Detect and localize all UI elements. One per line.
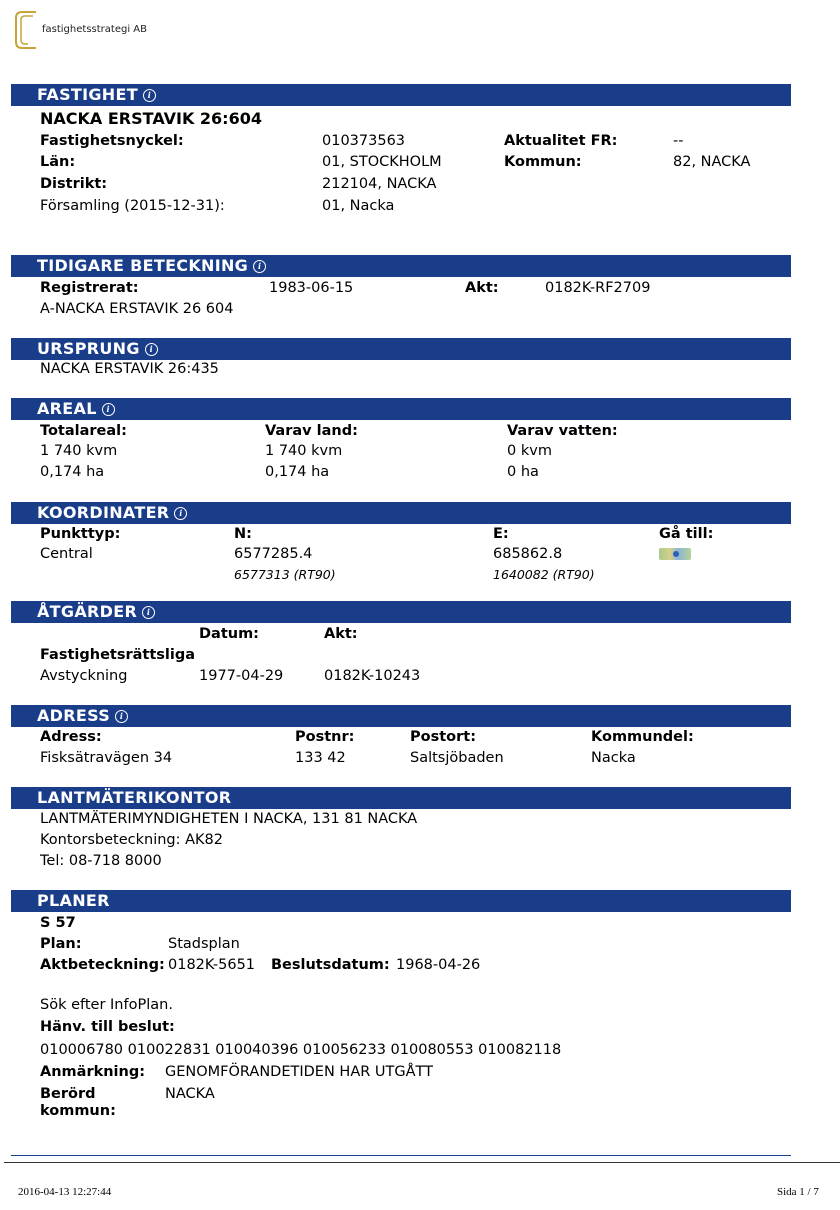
info-icon[interactable]: i (115, 710, 128, 723)
label-anmarkning: Anmärkning: (40, 1064, 146, 1080)
value-adress: Fisksätravägen 34 (40, 750, 173, 766)
label-postort: Postort: (410, 729, 476, 745)
plan-id: S 57 (40, 915, 76, 931)
section-title: ADRESS (37, 706, 111, 725)
value-hanv-till-beslut: 010006780 010022831 010040396 010056233 010080553 010082118 (40, 1042, 562, 1058)
value-fastighetsnyckel: 010373563 (322, 133, 406, 149)
office-code: Kontorsbeteckning: AK82 (40, 832, 224, 848)
label-totalareal: Totalareal: (40, 423, 127, 439)
label-aktualitet: Aktualitet FR: (504, 133, 618, 149)
value-land-kvm: 1 740 kvm (265, 443, 343, 459)
label-distrikt: Distrikt: (40, 176, 108, 192)
info-icon[interactable]: i (253, 260, 266, 273)
value-n: 6577285.4 (234, 546, 313, 562)
label-n: N: (234, 526, 252, 542)
label-berord-kommun-line1: Berörd (40, 1086, 96, 1102)
infoplan-link[interactable]: Sök efter InfoPlan. (40, 997, 173, 1013)
value-n-rt90: 6577313 (RT90) (234, 567, 336, 582)
value-e: 685862.8 (493, 546, 563, 562)
value-akt: 0182K-RF2709 (545, 280, 651, 296)
section-header-tidigare-beteckning (11, 255, 791, 277)
value-land-ha: 0,174 ha (265, 464, 330, 480)
property-name: NACKA ERSTAVIK 26:604 (40, 109, 262, 128)
label-forsamling: Församling (2015-12-31): (40, 198, 225, 214)
logo-text: fastighetsstrategi AB (42, 24, 147, 35)
footer-timestamp: 2016-04-13 12:27:44 (18, 1186, 112, 1198)
label-varav-vatten: Varav vatten: (507, 423, 618, 439)
map-icon[interactable] (659, 548, 691, 560)
value-vatten-ha: 0 ha (507, 464, 539, 480)
ursprung-value: NACKA ERSTAVIK 26:435 (40, 361, 219, 377)
value-vatten-kvm: 0 kvm (507, 443, 552, 459)
label-plan: Plan: (40, 936, 82, 952)
label-akt: Akt: (324, 626, 358, 642)
atgard-datum: 1977-04-29 (199, 668, 284, 684)
value-distrikt: 212104, NACKA (322, 176, 437, 192)
value-aktbeteckning: 0182K-5651 (168, 957, 256, 973)
label-kommundel: Kommundel: (591, 729, 694, 745)
info-icon[interactable]: i (145, 343, 158, 356)
info-icon[interactable]: i (142, 606, 155, 619)
value-beslutsdatum: 1968-04-26 (396, 957, 481, 973)
atgard-type: Avstyckning (40, 668, 128, 684)
section-header-lantmaterikontor (11, 787, 791, 809)
section-header-ursprung (11, 338, 791, 360)
value-postort: Saltsjöbaden (410, 750, 504, 766)
value-plan: Stadsplan (168, 936, 240, 952)
value-lan: 01, STOCKHOLM (322, 154, 442, 170)
section-header-atgarder (11, 601, 791, 623)
section-header-fastighet (11, 84, 791, 106)
section-header-areal (11, 398, 791, 420)
value-kommun: 82, NACKA (673, 154, 751, 170)
label-fastighetsnyckel: Fastighetsnyckel: (40, 133, 184, 149)
group-fastighetsrattsliga: Fastighetsrättsliga (40, 647, 196, 663)
office-phone: Tel: 08-718 8000 (40, 853, 162, 869)
label-lan: Län: (40, 154, 76, 170)
section-title: TIDIGARE BETECKNING (37, 256, 249, 275)
info-icon[interactable]: i (174, 507, 187, 520)
label-registrerat: Registrerat: (40, 280, 139, 296)
label-beslutsdatum: Beslutsdatum: (271, 957, 390, 973)
label-postnr: Postnr: (295, 729, 355, 745)
value-totalareal-ha: 0,174 ha (40, 464, 105, 480)
section-title: FASTIGHET (37, 85, 138, 104)
label-akt: Akt: (465, 280, 499, 296)
office-name: LANTMÄTERIMYNDIGHETEN I NACKA, 131 81 NACKA (40, 811, 418, 827)
logo-mark-icon (12, 8, 40, 52)
value-aktualitet: -- (673, 133, 684, 149)
section-title: ÅTGÄRDER (37, 602, 138, 621)
company-logo (12, 8, 162, 54)
value-punkttyp: Central (40, 546, 93, 562)
label-kommun: Kommun: (504, 154, 582, 170)
divider (11, 1155, 791, 1156)
section-title: AREAL (37, 399, 97, 418)
footer-page-number: Sida 1 / 7 (777, 1186, 819, 1198)
value-kommundel: Nacka (591, 750, 636, 766)
label-ga-till: Gå till: (659, 526, 714, 542)
value-berord-kommun: NACKA (165, 1086, 215, 1102)
label-e: E: (493, 526, 509, 542)
label-hanv-till-beslut: Hänv. till beslut: (40, 1019, 175, 1035)
info-icon[interactable]: i (102, 403, 115, 416)
value-e-rt90: 1640082 (RT90) (493, 567, 595, 582)
label-adress: Adress: (40, 729, 102, 745)
section-header-planer (11, 890, 791, 912)
section-title: LANTMÄTERIKONTOR (37, 788, 232, 807)
section-title: URSPRUNG (37, 339, 140, 358)
label-varav-land: Varav land: (265, 423, 358, 439)
previous-designation: A-NACKA ERSTAVIK 26 604 (40, 301, 234, 317)
label-datum: Datum: (199, 626, 259, 642)
label-aktbeteckning: Aktbeteckning: (40, 957, 165, 973)
value-anmarkning: GENOMFÖRANDETIDEN HAR UTGÅTT (165, 1064, 434, 1080)
divider (4, 1162, 840, 1163)
section-header-koordinater (11, 502, 791, 524)
section-title: PLANER (37, 891, 110, 910)
value-totalareal-kvm: 1 740 kvm (40, 443, 118, 459)
section-header-adress (11, 705, 791, 727)
info-icon[interactable]: i (143, 89, 156, 102)
label-punkttyp: Punkttyp: (40, 526, 121, 542)
value-registrerat: 1983-06-15 (269, 280, 354, 296)
value-postnr: 133 42 (295, 750, 346, 766)
label-berord-kommun-line2: kommun: (40, 1103, 116, 1119)
atgard-akt: 0182K-10243 (324, 668, 421, 684)
value-forsamling: 01, Nacka (322, 198, 395, 214)
section-title: KOORDINATER (37, 503, 170, 522)
